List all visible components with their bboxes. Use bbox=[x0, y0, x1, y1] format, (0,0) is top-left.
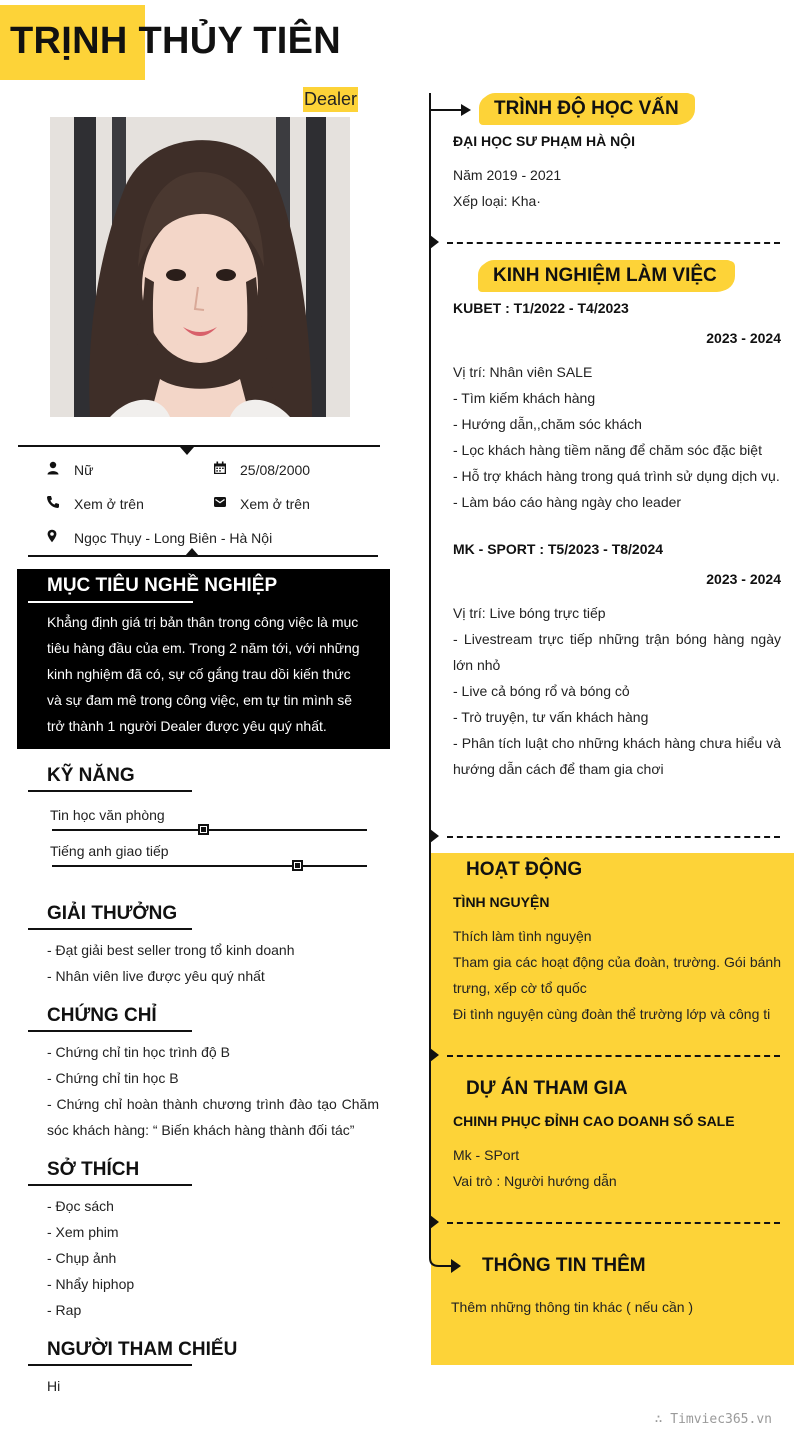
extra-title: THÔNG TIN THÊM bbox=[482, 1255, 646, 1276]
award-item: - Đạt giải best seller trong tổ kinh doanh bbox=[47, 942, 295, 958]
job-period: 2023 - 2024 bbox=[706, 571, 781, 587]
hobbies-list bbox=[47, 1193, 377, 1323]
arrow-right-icon bbox=[429, 100, 473, 125]
projects-subtitle: CHINH PHỤC ĐỈNH CAO DOANH SỐ SALE bbox=[453, 1113, 735, 1129]
section-divider bbox=[447, 1222, 780, 1224]
job-detail-line: - Hướng dẫn,,chăm sóc khách bbox=[453, 416, 642, 432]
hobby-item: - Nhẩy hiphop bbox=[47, 1276, 135, 1292]
job-detail-line: - Trò truyện, tư vấn khách hàng bbox=[453, 709, 649, 725]
job-details bbox=[453, 600, 781, 782]
objective-title: MỤC TIÊU NGHỀ NGHIỆP bbox=[47, 575, 278, 596]
education-years: Năm 2019 - 2021 bbox=[453, 167, 562, 183]
awards-title: GIẢI THƯỞNG bbox=[47, 903, 178, 924]
section-marker bbox=[430, 1215, 439, 1229]
experience-title: KINH NGHIỆM LÀM VIỆC bbox=[493, 265, 717, 286]
site-watermark: ∴ Timviec365.vn bbox=[654, 1412, 772, 1427]
envelope-icon bbox=[213, 495, 227, 514]
project-line: Mk - SPort bbox=[453, 1147, 520, 1163]
hobbies-underline bbox=[28, 1184, 192, 1186]
email-value: Xem ở trên bbox=[240, 496, 310, 512]
section-divider bbox=[447, 242, 780, 244]
map-pin-icon bbox=[45, 529, 59, 548]
section-divider bbox=[447, 836, 780, 838]
activities-title: HOẠT ĐỘNG bbox=[466, 859, 583, 880]
objective-line: tiêu hàng đầu của em. Trong 2 năm tới, với những bbox=[47, 640, 360, 656]
activity-line: Tham gia các hoạt động của đoàn, trường. Gói bánh trưng, xếp cờ tổ quốc bbox=[453, 954, 781, 996]
hobby-item: - Đọc sách bbox=[47, 1198, 114, 1214]
objective-line: và sự đam mê trong công việc, em tự tin mình sẽ bbox=[47, 692, 353, 708]
job-detail-line: - Live cả bóng rổ và bóng cỏ bbox=[453, 683, 630, 699]
birthday-value: 25/08/2000 bbox=[240, 462, 311, 478]
info-top-divider bbox=[18, 445, 380, 447]
calendar-icon bbox=[213, 461, 227, 480]
job-detail-line: - Phân tích luật cho những khách hàng chưa hiểu và hướng dẫn cách để tham gia chơi bbox=[453, 735, 781, 777]
job-detail-line: - Lọc khách hàng tiềm năng để chăm sóc đặc biệt bbox=[453, 442, 762, 458]
arrow-right-icon bbox=[429, 1242, 463, 1283]
skills-underline bbox=[28, 790, 192, 792]
address-value: Ngọc Thụy - Long Biên - Hà Nội bbox=[74, 530, 273, 546]
info-top-marker bbox=[180, 447, 194, 455]
objective-line: kinh nghiệm đã có, sự cố gắng trau dồi kiến thức bbox=[47, 666, 351, 682]
timeline-line bbox=[429, 93, 431, 1243]
job-detail-line: - Hỗ trợ khách hàng trong quá trình sử dụng dịch vụ. bbox=[453, 468, 780, 484]
education-title: TRÌNH ĐỘ HỌC VẤN bbox=[494, 98, 679, 119]
profile-photo bbox=[50, 117, 350, 417]
certificates-title: CHỨNG CHỈ bbox=[47, 1005, 157, 1026]
hobby-item: - Xem phim bbox=[47, 1224, 119, 1240]
user-icon bbox=[46, 461, 60, 480]
candidate-name: TRỊNH THỦY TIÊN bbox=[10, 20, 342, 62]
award-item: - Nhân viên live được yêu quý nhất bbox=[47, 968, 265, 984]
hobbies-title: SỞ THÍCH bbox=[47, 1159, 140, 1180]
objective-underline bbox=[28, 601, 193, 603]
certificate-item: - Chứng chỉ tin học trình độ B bbox=[47, 1044, 230, 1060]
job-period: 2023 - 2024 bbox=[706, 330, 781, 346]
skill-label: Tiếng anh giao tiếp bbox=[50, 843, 169, 859]
certificate-item: - Chứng chỉ tin học B bbox=[47, 1070, 179, 1086]
projects-details bbox=[453, 1142, 781, 1194]
projects-title: DỰ ÁN THAM GIA bbox=[466, 1078, 628, 1099]
gender-value: Nữ bbox=[74, 462, 94, 478]
job-company: KUBET : T1/2022 - T4/2023 bbox=[453, 300, 629, 316]
awards-list bbox=[47, 937, 387, 989]
info-bottom-divider bbox=[28, 555, 378, 557]
job-detail-line: Vị trí: Nhân viên SALE bbox=[453, 364, 593, 380]
references-underline bbox=[28, 1364, 192, 1366]
activity-line: Đi tình nguyện cùng đoàn thể trường lớp và công ti bbox=[453, 1006, 771, 1022]
job-details bbox=[453, 359, 783, 515]
certificates-underline bbox=[28, 1030, 192, 1032]
skills-title: KỸ NĂNG bbox=[47, 765, 135, 786]
awards-underline bbox=[28, 928, 192, 930]
hobby-item: - Chụp ảnh bbox=[47, 1250, 117, 1266]
objective-line: Khẳng định giá trị bản thân trong công việc là mục bbox=[47, 614, 359, 630]
certificate-item: - Chứng chỉ hoàn thành chương trình đào tạo Chăm sóc khách hàng: “ Biến khách hàng thành đối tác” bbox=[47, 1096, 379, 1138]
skill-label: Tin học văn phòng bbox=[50, 807, 165, 823]
skill-track bbox=[52, 829, 367, 831]
education-school: ĐẠI HỌC SƯ PHẠM HÀ NỘI bbox=[453, 133, 635, 149]
certificates-list bbox=[47, 1039, 379, 1143]
job-detail-line: - Tìm kiếm khách hàng bbox=[453, 390, 596, 406]
extra-text: Thêm những thông tin khác ( nếu cần ) bbox=[451, 1299, 694, 1315]
activities-details bbox=[453, 923, 781, 1027]
activity-line: Thích làm tình nguyện bbox=[453, 928, 592, 944]
phone-value: Xem ở trên bbox=[74, 496, 144, 512]
project-line: Vai trò : Người hướng dẫn bbox=[453, 1173, 617, 1189]
hobby-item: - Rap bbox=[47, 1302, 82, 1318]
education-rank: Xếp loại: Kha· bbox=[453, 193, 541, 209]
education-details bbox=[453, 162, 773, 214]
job-company: MK - SPORT : T5/2023 - T8/2024 bbox=[453, 541, 664, 557]
references-text: Hi bbox=[47, 1378, 61, 1394]
skill-track bbox=[52, 865, 367, 867]
skill-level-handle bbox=[292, 860, 303, 871]
job-role-badge: Dealer bbox=[303, 87, 358, 112]
objective-text bbox=[47, 609, 377, 739]
objective-line: trở thành 1 người Dealer được yêu quý nhất. bbox=[47, 718, 327, 734]
section-marker bbox=[430, 1048, 439, 1062]
section-divider bbox=[447, 1055, 780, 1057]
job-detail-line: - Livestream trực tiếp những trận bóng hàng ngày lớn nhỏ bbox=[453, 631, 781, 673]
activities-subtitle: TÌNH NGUYỆN bbox=[453, 894, 550, 910]
job-detail-line: - Làm báo cáo hàng ngày cho leader bbox=[453, 494, 682, 510]
references-title: NGƯỜI THAM CHIẾU bbox=[47, 1339, 238, 1360]
section-marker bbox=[430, 829, 439, 843]
phone-icon bbox=[46, 495, 60, 514]
skill-level-handle bbox=[198, 824, 209, 835]
section-marker bbox=[430, 235, 439, 249]
job-detail-line: Vị trí: Live bóng trực tiếp bbox=[453, 605, 606, 621]
